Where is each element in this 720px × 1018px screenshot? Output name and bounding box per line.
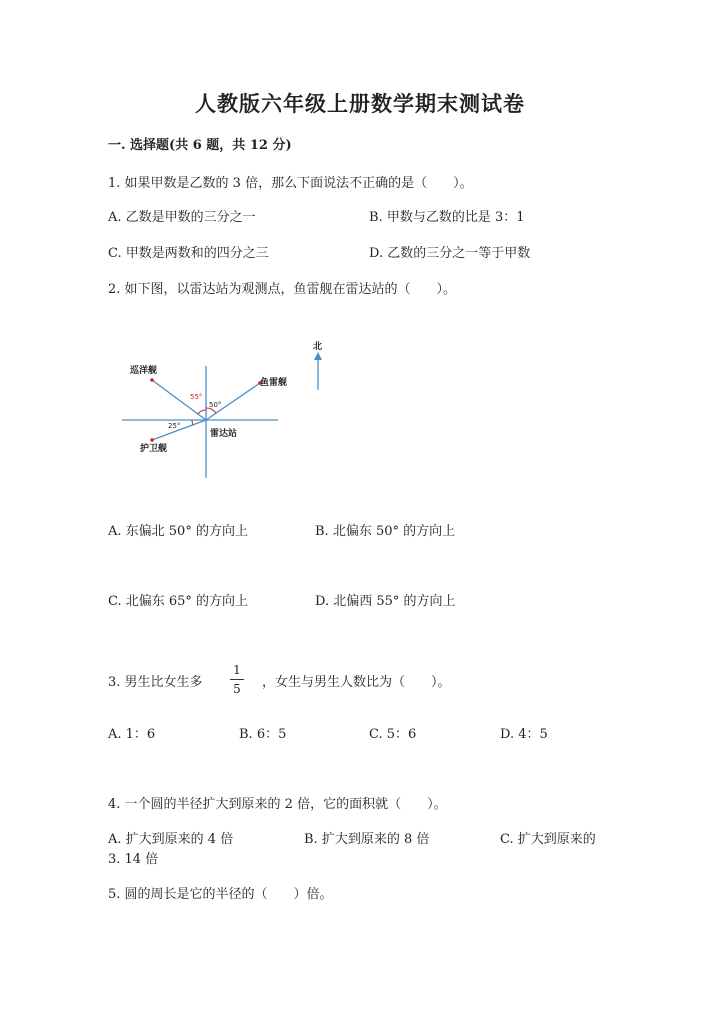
question-1-option-c: C. 甲数是两数和的四分之三 — [108, 246, 269, 261]
torpedo-label: 鱼雷舰 — [260, 378, 288, 388]
north-label: 北 — [313, 342, 323, 352]
question-2-option-b: B. 北偏东 50° 的方向上 — [315, 524, 456, 539]
question-1-option-b: B. 甲数与乙数的比是 3：1 — [369, 210, 525, 225]
angle-label-patrol: 55° — [190, 393, 203, 401]
guard-label: 护卫舰 — [140, 444, 168, 454]
question-3-option-a: A. 1：6 — [108, 727, 156, 742]
question-3-option-c: C. 5：6 — [369, 727, 417, 742]
question-2-stem: 2. 如下图，以雷达站为观测点，鱼雷舰在雷达站的（ ）。 — [108, 282, 457, 297]
patrol-label: 巡洋舰 — [130, 366, 158, 376]
question-2-option-a: A. 东偏北 50° 的方向上 — [108, 524, 248, 539]
question-2-option-d: D. 北偏西 55° 的方向上 — [315, 594, 456, 609]
question-4-option-b: B. 扩大到原来的 8 倍 — [304, 832, 430, 847]
fraction-denominator: 5 — [233, 682, 241, 696]
question-1-option-d: D. 乙数的三分之一等于甲数 — [369, 246, 531, 261]
question-5-stem: 5. 圆的周长是它的半径的（ ）倍。 — [108, 887, 333, 902]
north-arrow-head — [314, 352, 322, 360]
question-3-stem-after: ，女生与男生人数比为（ ）。 — [262, 675, 451, 690]
angle-label-torpedo: 50° — [209, 401, 222, 409]
question-4-stem: 4. 一个圆的半径扩大到原来的 2 倍，它的面积就（ ）。 — [108, 797, 447, 812]
patrol-ship-dot — [150, 378, 154, 382]
page-title: 人教版六年级上册数学期末测试卷 — [195, 91, 525, 116]
question-1-stem: 1. 如果甲数是乙数的 3 倍，那么下面说法不正确的是（ ）。 — [108, 176, 473, 191]
fraction-bar — [230, 679, 244, 680]
angle-label-guard: 25° — [168, 422, 181, 430]
bearing-diagram — [110, 330, 350, 490]
question-3-option-b: B. 6：5 — [239, 727, 287, 742]
question-3-fraction — [230, 663, 244, 696]
fraction-numerator: 1 — [233, 663, 241, 677]
question-1-option-a: A. 乙数是甲数的三分之一 — [108, 210, 256, 225]
question-3-stem-before: 3. 男生比女生多 — [108, 675, 203, 690]
radar-label: 雷达站 — [210, 429, 238, 439]
question-4-option-c: C. 扩大到原来的 — [500, 832, 596, 847]
angle-arc-guard — [192, 420, 193, 425]
question-4-option-a: A. 扩大到原来的 4 倍 — [108, 832, 234, 847]
angle-arc-patrol — [198, 410, 206, 414]
guard-ship-dot — [150, 438, 154, 442]
question-4-option-c-continued: 3. 14 倍 — [108, 852, 159, 867]
section-heading: 一. 选择题(共 6 题，共 12 分) — [108, 138, 292, 153]
question-3-option-d: D. 4：5 — [500, 727, 548, 742]
question-2-option-c: C. 北偏东 65° 的方向上 — [108, 594, 249, 609]
